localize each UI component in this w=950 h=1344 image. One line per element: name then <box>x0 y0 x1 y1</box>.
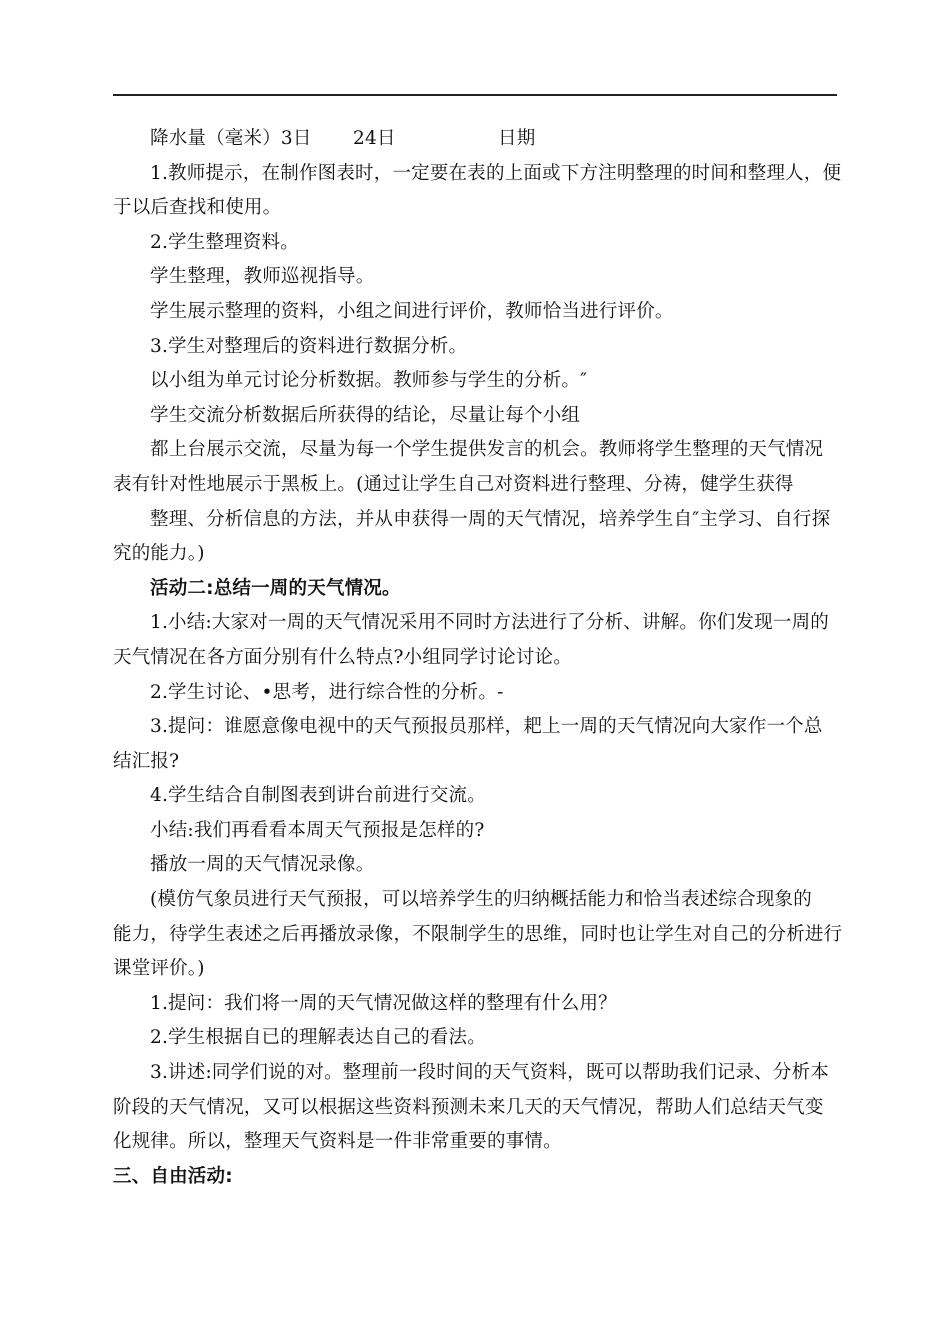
paragraph-line: 都上台展示交流，尽量为每一个学生提供发言的机会。教师将学生整理的天气情况 <box>150 439 824 461</box>
table-cell-day: 24日 <box>353 128 396 149</box>
paragraph-line: (模仿气象员进行天气预报，可以培养学生的归纳概括能力和恰当表述综合现象的 <box>150 889 812 911</box>
paragraph-line: 课堂评价。) <box>113 958 205 980</box>
paragraph-line: 结汇报? <box>113 750 180 772</box>
section-heading-free-activity: 三、自由活动: <box>113 1165 233 1187</box>
paragraph-line: 学生交流分析数据后所获得的结论，尽量让每个小组 <box>150 404 581 426</box>
paragraph-line: 学生整理，教师巡视指导。 <box>150 266 375 288</box>
paragraph-line: 1.提问：我们将一周的天气情况做这样的整理有什么用？ <box>150 992 617 1014</box>
paragraph-line: 2.学生讨论、•思考，进行综合性的分析。- <box>150 681 504 703</box>
table-cell-date: 日期 <box>498 128 536 149</box>
document-body <box>113 122 843 1194</box>
paragraph-line: 能力，待学生表述之后再播放录像，不限制学生的思维，同时也让学生对自己的分析进行 <box>113 923 843 945</box>
paragraph-line: 以小组为单元讨论分析数据。教师参与学生的分析。″ <box>150 370 588 392</box>
paragraph-line: 2.学生根据自已的理解表达自己的看法。 <box>150 1027 486 1049</box>
paragraph-line: 天气情况在各方面分别有什么特点?小组同学讨论讨论。 <box>113 646 572 668</box>
paragraph-line: 2.学生整理资料。 <box>150 231 299 253</box>
paragraph-line: 1.小结:大家对一周的天气情况采用不同时方法进行了分析、讲解。你们发现一周的 <box>150 612 829 634</box>
paragraph-line: 1.教师提示，在制作图表时，一定要在表的上面或下方注明整理的时间和整理人，便 <box>150 162 842 184</box>
paragraph-line: 整理、分析信息的方法，并从申获得一周的天气情况，培养学生自″主学习、自行探 <box>150 508 831 530</box>
table-row <box>113 122 837 157</box>
paragraph-line: 3.讲述:同学们说的对。整理前一段时间的天气资料，既可以帮助我们记录、分析本 <box>150 1062 829 1084</box>
paragraph-line: 学生展示整理的资料，小组之间进行评价，教师恰当进行评价。 <box>150 300 674 322</box>
paragraph-line: 4.学生结合自制图表到讲台前进行交流。 <box>150 785 486 807</box>
table-cell-precipitation: 降水量（毫米）3日 <box>150 128 312 149</box>
paragraph-line: 于以后查找和使用。 <box>113 197 282 219</box>
paragraph-line: 3.提问：谁愿意像电视中的天气预报员那样，耙上一周的天气情况向大家作一个总 <box>150 716 823 738</box>
paragraph-line: 化规律。所以，整理天气资料是一件非常重要的事情。 <box>113 1131 562 1153</box>
paragraph-line: 阶段的天气情况，又可以根据这些资料预测未来几天的天气情况，帮助人们总结天气变 <box>113 1096 824 1118</box>
paragraph-line: 3.学生对整理后的资料进行数据分析。 <box>150 335 468 357</box>
paragraph-line: 小结:我们再看看本周天气预报是怎样的? <box>150 819 485 841</box>
paragraph-line: 播放一周的天气情况录像。 <box>150 854 375 876</box>
paragraph-line: 究的能力。) <box>113 543 205 565</box>
paragraph-line: 表有针对性地展示于黑板上。(通过让学生自己对资料进行整理、分祷，健学生获得 <box>113 473 794 495</box>
section-heading-activity-two: 活动二:总结一周的天气情况。 <box>150 577 401 599</box>
header-rule <box>113 94 837 96</box>
